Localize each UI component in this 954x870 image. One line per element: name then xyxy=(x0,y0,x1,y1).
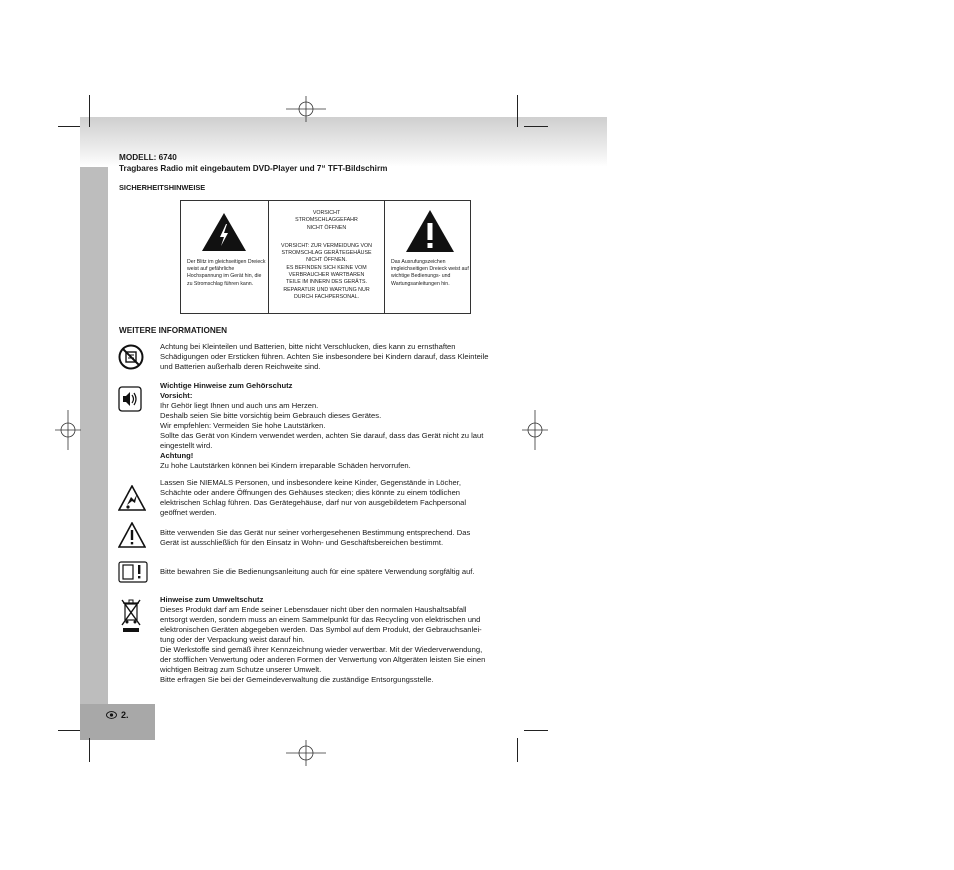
manual-keep-icon xyxy=(118,561,148,583)
exclamation-warning-text: Das Ausrufungszeichen imgleichseitigen Dreieck weist auf wichtige Bedienungs- und Wartungsanleitungen hin. xyxy=(391,259,469,287)
openings-warning: Lassen Sie NIEMALS Personen, und insbesondere keine Kinder, Gegenstände in Löcher, Schächte oder andere Öffnungen des Gehäuses stecken; dies könnte zu einem tödlichen elektrischen Schlag führen. Das Gerätegehäuse, darf nur von ausgebildetem Fachpersonal geöffnet werden. xyxy=(160,478,467,517)
page-number xyxy=(106,710,129,720)
registration-mark-bottom xyxy=(286,740,326,766)
intended-use-notice: Bitte verwenden Sie das Gerät nur seiner vorhergesehenen Bestimmung entsprechend. Das Gerät ist ausschließlich für den Einsatz in Wohn- und Geschäftsbereichen bestimmt. xyxy=(160,528,471,547)
exclamation-warning-cell xyxy=(385,201,470,313)
page-header xyxy=(119,152,387,174)
hearing-protection-notice: Wichtige Hinweise zum Gehörschutz Vorsicht: Ihr Gehör liegt Ihnen und auch uns am Herzen. Deshalb seien Sie bitte vorsichtig beim Gebrauch dieses Gerätes. Wir empfehlen: Vermeiden Sie hohe Lautstärken. Sollte das Gerät von Kindern verwendet werden, achten Sie darauf, dass das Gerät nicht zu laut eingestellt wird. Achtung! Zu hohe Lautstärken können bei Kindern irreparable Schäden hervorrufen. xyxy=(160,381,484,470)
caution-top-text: VORSICHT STROMSCHLAGGEFAHR NICHT ÖFFNEN xyxy=(295,210,358,231)
lightning-warning-text: Der Blitz im gleichseitigen Dreieck weist auf gefährliche Hochspannung im Gerät hin, die zu Stromschlag führen kann. xyxy=(187,259,266,287)
safety-warning-table xyxy=(180,200,471,314)
lightning-triangle-icon xyxy=(201,212,247,252)
registration-mark-left xyxy=(55,410,81,450)
page-bullet-icon xyxy=(106,711,117,719)
crop-mark xyxy=(58,730,80,731)
keep-manual-notice: Bitte bewahren Sie die Bedienungsanleitung auch für eine spätere Verwendung sorgfältig auf. xyxy=(160,567,475,576)
crop-mark xyxy=(517,738,518,762)
product-subtitle: Tragbares Radio mit eingebautem DVD-Player und 7“ TFT-Bildschirm xyxy=(119,164,388,173)
crop-mark xyxy=(58,126,80,127)
crop-mark xyxy=(517,95,518,127)
weee-bin-icon xyxy=(120,598,142,634)
caution-center-cell xyxy=(269,201,385,313)
electric-shock-warning-icon xyxy=(118,485,146,511)
hearing-protection-icon xyxy=(118,386,142,412)
crop-mark xyxy=(89,738,90,762)
registration-mark-top xyxy=(286,96,326,122)
caution-triangle-icon xyxy=(118,522,146,548)
safety-section-title: SICHERHEITSHINWEISE xyxy=(119,183,206,192)
page-number-text: 2. xyxy=(121,710,129,720)
environmental-notice: Hinweise zum Umweltschutz Dieses Produkt darf am Ende seiner Lebensdauer nicht über den normalen Haushaltsabfall entsorgt werden, sondern muss an einem Sammelpunkt für das Recycling von elektrischen und elektronischen Geräten abgegeben werden. Das Symbol auf dem Produkt, der Gebrauchsanlei- tung oder der Verpackung weist darauf hin. Die Werkstoffe sind gemäß ihrer Kennzeichnung wieder verwertbar. Mit der Wiederverwendung, der stofflichen Verwertung oder anderen Formen der Verwertung von Altgeräten leisten Sie einen wichtigen Beitrag zum Schutze unserer Umwelt. Bitte erfragen Sie bei der Gemeindeverwaltung die zuständige Entsorgungsstelle. xyxy=(160,595,486,684)
caution-bottom-text: VORSICHT: ZUR VERMEIDUNG VON STROMSCHLAG GERÄTEGEHÄUSE NICHT ÖFFNEN. ES BEFINDEN SICH KEINE VOM VERBRAUCHER WARTBAREN TEILE IM INNERN DES GERÄTS. REPARATUR UND WARTUNG NUR DURCH FACHPERSONAL. xyxy=(281,242,372,300)
no-swallow-icon xyxy=(118,344,144,370)
small-parts-warning: Achtung bei Kleinteilen und Batterien, bitte nicht Verschlucken, dies kann zu ernsthaften Schädigungen oder Ersticken führen. Achten Sie insbesondere bei Kindern darauf, dass Kleinteile und Batterien außerhalb deren Reichweite sind. xyxy=(160,342,489,371)
exclamation-triangle-icon xyxy=(405,209,455,253)
crop-mark xyxy=(524,126,548,127)
crop-mark xyxy=(524,730,548,731)
registration-mark-right xyxy=(522,410,548,450)
lightning-warning-cell xyxy=(181,201,269,313)
side-strip xyxy=(80,167,108,704)
crop-mark xyxy=(89,95,90,127)
model-title: MODELL: 6740 xyxy=(119,153,177,162)
more-info-section-title: WEITERE INFORMATIONEN xyxy=(119,326,228,335)
